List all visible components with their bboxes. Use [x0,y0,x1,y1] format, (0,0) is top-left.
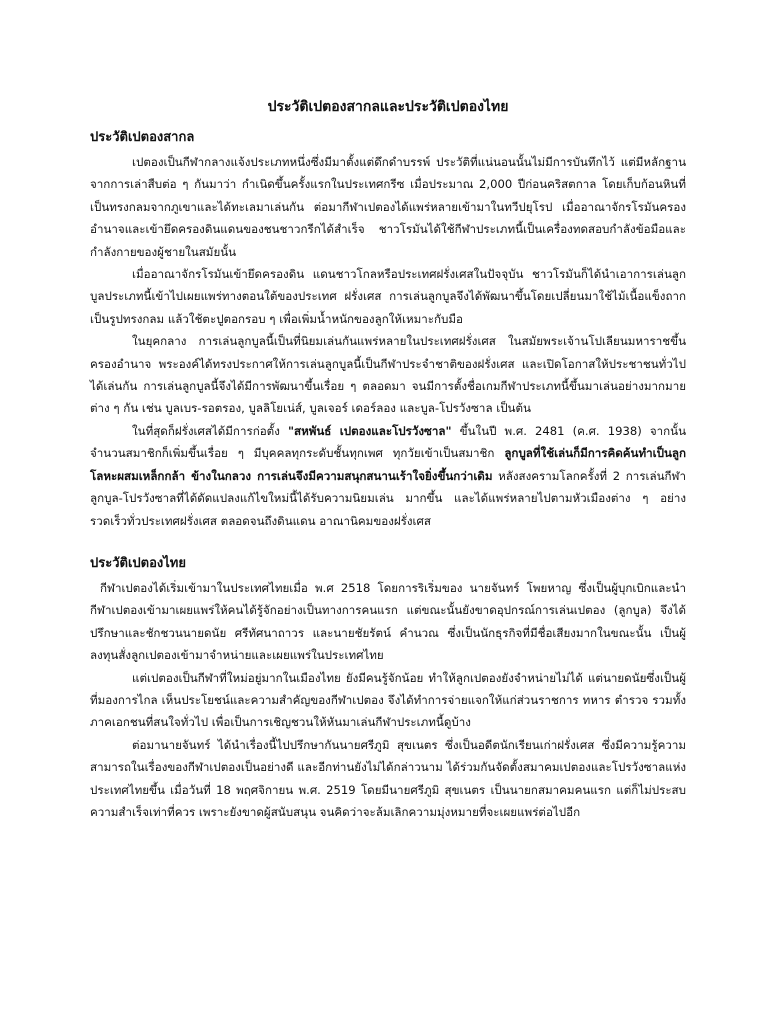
paragraph: ต่อมานายจันทร์ ได้นำเรื่องนี้ไปปรึกษากันนายศรีภูมิ สุขเนตร ซึ่งเป็นอดีตนักเรียนเก่าฝรั่งเศส ซึ่งมีความรู้ความสามารถในเรื่องของกีฬาเปตองเป็นอย่างดี และอีกท่านยังไม่ได้กล่าวนาม ได้ร่วมกันจัดตั้งสมาคมเปตองและโปรวังซาลแห่งประเทศไทยขึ้น เมื่อวันที่ 18 พฤศจิกายน พ.ศ. 2519 โดยมีนายศรีภูมิ สุขเนตร เป็นนายกสมาคมคนแรก แต่ก็ไม่ประสบความสำเร็จเท่าที่ควร เพราะยังขาดผู้สนับสนุน จนคิดว่าจะล้มเลิกความมุ่งหมายที่จะเผยแพร่ต่อไปอีก [90,737,686,819]
paragraph: ในยุคกลาง การเล่นลูกบูลนี้เป็นที่นิยมเล่นกันแพร่หลายในประเทศฝรั่งเศส ในสมัยพระเจ้านโปเลียนมหาราชขึ้นครองอำนาจ พระองค์ได้ทรงประกาศให้การเล่นลูกบูลนี้เป็นกีฬาประจำชาติของฝรั่งเศส และเปิดโอกาสให้ประชาชนทั่วไปได้เล่นกัน การเล่นลูกบูลนี้จึงได้มีการพัฒนาขึ้นเรื่อย ๆ ตลอดมา จนมีการตั้งชื่อเกมกีฬาประเภทนี้ขึ้นมาเล่นอย่างมากมายต่าง ๆ กัน เช่น บูลเบร-รอตรอง, บูลลิโยเน่ส์, บูลเจอร์ เดอร์ลอง และบูล-โปรวังซาล เป็นต้น [90,334,686,416]
paragraph-text: ในที่สุดก็ฝรั่งเศสได้มีการก่อตั้ง [132,423,288,438]
paragraph-text: หลังสงครามโลกครั้งที่ 2 การเล่นกีฬาลูกบูล-โปรวังซาลที่ได้ดัดแปลงแก้ไขใหม่นี้ได้รับความนิยมเล่น มากขึ้น และได้แพร่หลายไปตามหัวเมืองต่าง ๆ อย่างรวดเร็วทั่วประเทศฝรั่งเศส ตลอดจนถึงดินแดน อาณานิคมของฝรั่งเศส [90,468,686,528]
section-heading-thai: ประวัติเปตองไทย [90,555,186,571]
federation-name: "สหพันธ์ เปตองและโปรวังซาล" [287,423,452,438]
paragraph: กีฬาเปตองได้เริ่มเข้ามาในประเทศไทยเมื่อ พ.ศ 2518 โดยการริเริ่มของ นายจันทร์ โพยหาญ ซึ่งเป็นผู้บุกเบิกและนำกีฬาเปตองเข้ามาเผยแพร่ให้คนได้รู้จักอย่างเป็นทางการคนแรก แต่ขณะนั้นยังขาดอุปกรณ์การเล่นเปตอง (ลูกบูล) จึงได้ปรึกษาและชักชวนนายดนัย ศรีทัศนาถาวร และนายชัยรัตน์ คำนวณ ซึ่งเป็นนักธุรกิจที่มีชื่อเสียงมากในขณะนั้น เป็นผู้ลงทุนสั่งลูกเปตองเข้ามาจำหน่ายและเผยแพร่ในประเทศไทย [90,580,686,663]
paragraph: เปตองเป็นกีฬากลางแจ้งประเภทหนึ่งซึ่งมีมาตั้งแต่ดึกดำบรรพ์ ประวัติที่แน่นอนนั้นไม่มีการบันทึกไว้ แต่มีหลักฐานจากการเล่าสืบต่อ ๆ กันมาว่า กำเนิดขึ้นครั้งแรกในประเทศกรีซ เมื่อประมาณ 2,000 ปีก่อนคริสตกาล โดยเก็บก้อนหินที่เป็นทรงกลมจากภูเขาและได้ทะเลมาเล่นกัน ต่อมากีฬาเปตองได้แพร่หลายเข้ามาในทวีปยุโรป เมื่ออาณาจักรโรมันครองอำนาจและเข้ายึดครองดินแดนของชนชาวกรีกได้สำเร็จ ชาวโรมันได้ใช้กีฬาประเภทนี้เป็นเครื่องทดสอบกำลังข้อมือและกำลังกายของผู้ชายในสมัยนั้น [90,155,686,259]
paragraph [90,420,686,532]
paragraph: เมื่ออาณาจักรโรมันเข้ายึดครองดิน แดนชาวโกลหรือประเทศฝรั่งเศสในปัจจุบัน ชาวโรมันก็ได้นำเอาการเล่นลูกบูลประเภทนี้เข้าไปเผยแพร่ทางตอนใต้ของประเทศ ฝรั่งเศส การเล่นลูกบูลจึงได้พัฒนาขึ้นโดยเปลี่ยนมาใช้ไม้เนื้อแข็งถากเป็นรูปทรงกลม แล้วใช้ตะปูตอกรอบ ๆ เพื่อเพิ่มน้ำหนักของลูกให้เหมาะกับมือ [90,267,686,326]
section-heading-international: ประวัติเปตองสากล [90,130,195,145]
document-title: ประวัติเปตองสากลและประวัติเปตองไทย [267,99,509,115]
highlight-text: ลูกบูลที่ใช้เล่นก็มีการคิดค้นทำเป็นลูกโลหะผสมเหล็กกล้า ข้างในกลวง การเล่นจึงมีความสนุกสนานเร้าใจยิ่งขึ้นกว่าเดิม [90,446,686,483]
paragraph: แต่เปตองเป็นกีฬาที่ใหม่อยู่มากในเมืองไทย ยังมีคนรู้จักน้อย ทำให้ลูกเปตองยังจำหน่ายไม่ได้ แต่นายดนัยซึ่งเป็นผู้ที่มองการไกล เห็นประโยชน์และความสำคัญของกีฬาเปตอง จึงได้ทำการจ่ายแจกให้แก่ส่วนราชการ ทหาร ตำรวจ รวมทั้งภาคเอกชนที่สนใจทั่วไป เพื่อเป็นการเชิญชวนให้หันมาเล่นกีฬาประเภทนี้ดูบ้าง [90,670,686,730]
paragraph-text: ขึ้นในปี พ.ศ. 2481 (ค.ศ. 1938) จากนั้นจำนวนสมาชิกก็เพิ่มขึ้นเรื่อย ๆ มีบุคคลทุกระดับชั้นทุกเพศ ทุกวัยเข้าเป็นสมาชิก [90,423,686,461]
